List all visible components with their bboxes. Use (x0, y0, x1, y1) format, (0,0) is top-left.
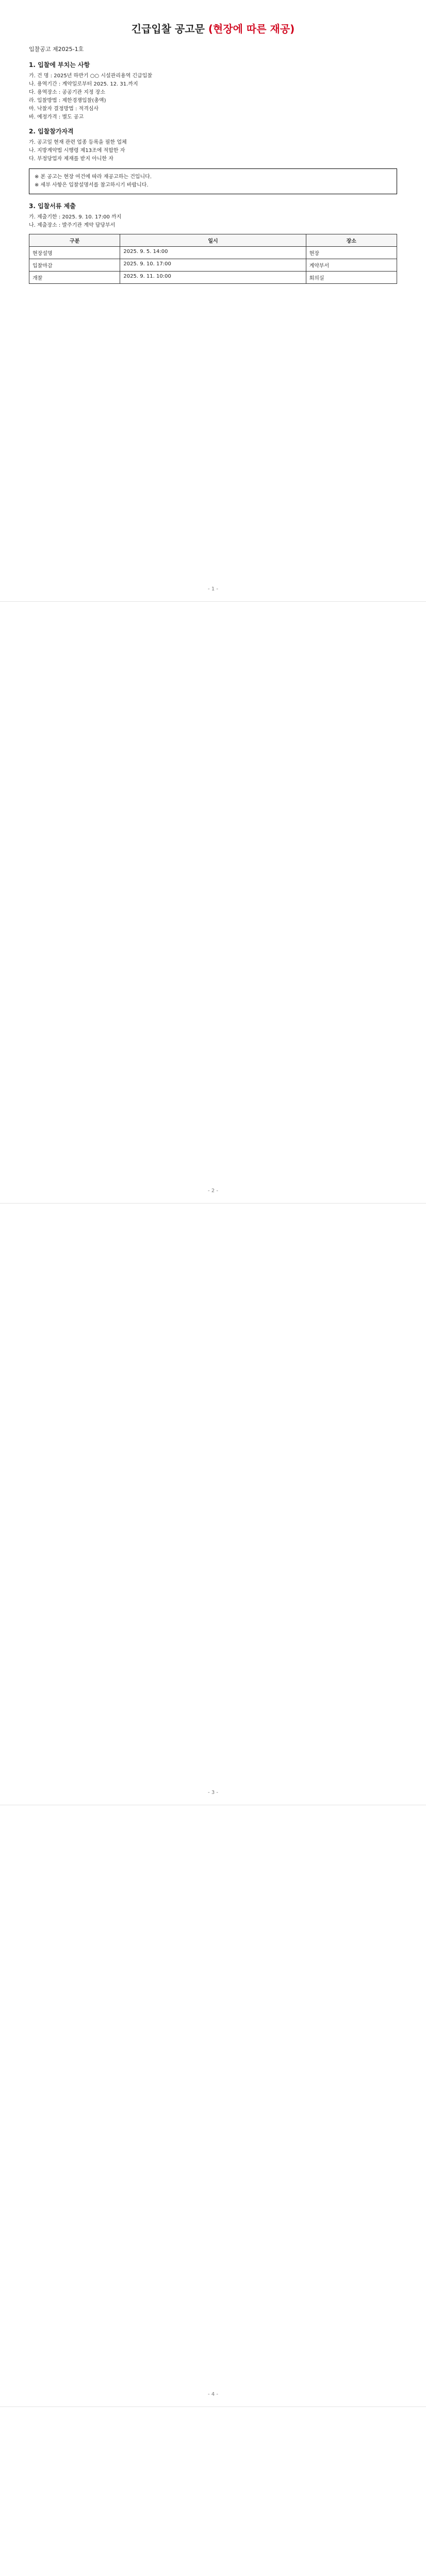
notice-line: ※ 본 공고는 현장 여건에 따라 재공고하는 건입니다. (35, 174, 152, 180)
section-2 (29, 127, 397, 163)
section-line: 라. 입찰방법 : 제한경쟁입찰(총액) (29, 98, 106, 104)
page-number: - 2 - (208, 1188, 218, 1194)
section-line: 바. 예정가격 : 별도 공고 (29, 114, 84, 120)
page-number: - 4 - (208, 2392, 218, 2397)
page-3 (0, 1204, 426, 1805)
section-3 (29, 201, 397, 230)
table-cell: 입찰마감 (29, 259, 120, 272)
section-line: 나. 제출장소 : 발주기관 계약 담당부서 (29, 223, 116, 228)
table-cell: 2025. 9. 11. 10:00 (120, 272, 306, 284)
page-1 (0, 0, 426, 602)
table-cell: 2025. 9. 5. 14:00 (120, 247, 306, 259)
section-line: 나. 용역기간 : 계약일로부터 2025. 12. 31.까지 (29, 81, 138, 87)
table-cell: 현장 (306, 247, 397, 259)
table-cell: 개찰 (29, 272, 120, 284)
table-row (29, 272, 397, 284)
table-cell: 회의실 (306, 272, 397, 284)
page-title (29, 21, 397, 36)
doc-number: 입찰공고 제2025-1호 (29, 46, 84, 53)
table-cell: 현장설명 (29, 247, 120, 259)
section-title: 1. 입찰에 부치는 사항 (29, 61, 90, 69)
page-2 (0, 602, 426, 1204)
table-header: 구분 (29, 234, 120, 247)
notice-line: ※ 세부 사항은 입찰설명서를 참고하시기 바랍니다. (35, 182, 149, 188)
page-5 (0, 2407, 426, 2576)
section-line: 가. 건 명 : 2025년 하반기 ○○ 시설관리용역 긴급입찰 (29, 73, 153, 79)
section-line: 가. 제출기한 : 2025. 9. 10. 17:00 까지 (29, 214, 122, 220)
section-1 (29, 60, 397, 122)
section-line: 나. 지방계약법 시행령 제13조에 적합한 자 (29, 148, 125, 154)
notice-box (29, 168, 397, 194)
page-number: - 1 - (208, 586, 218, 592)
page-number: - 3 - (208, 1790, 218, 1795)
table-row (29, 259, 397, 272)
table-header: 일시 (120, 234, 306, 247)
section-line: 가. 공고일 현재 관련 업종 등록을 필한 업체 (29, 140, 127, 145)
title-prefix: 긴급입찰 공고문 (131, 23, 205, 35)
section-title: 2. 입찰참가자격 (29, 128, 74, 135)
table-row (29, 247, 397, 259)
section-line: 마. 낙찰자 결정방법 : 적격심사 (29, 106, 99, 112)
section-title: 3. 입찰서류 제출 (29, 202, 76, 210)
table-cell: 2025. 9. 10. 17:00 (120, 259, 306, 272)
title-highlight: (현장에 따른 재공) (208, 23, 295, 35)
table-header: 장소 (306, 234, 397, 247)
section-line: 다. 용역장소 : 공공기관 지정 장소 (29, 90, 106, 95)
table-cell: 계약부서 (306, 259, 397, 272)
section-line: 다. 부정당업자 제재를 받지 아니한 자 (29, 156, 113, 162)
schedule-table (29, 234, 397, 284)
page-4 (0, 1805, 426, 2407)
